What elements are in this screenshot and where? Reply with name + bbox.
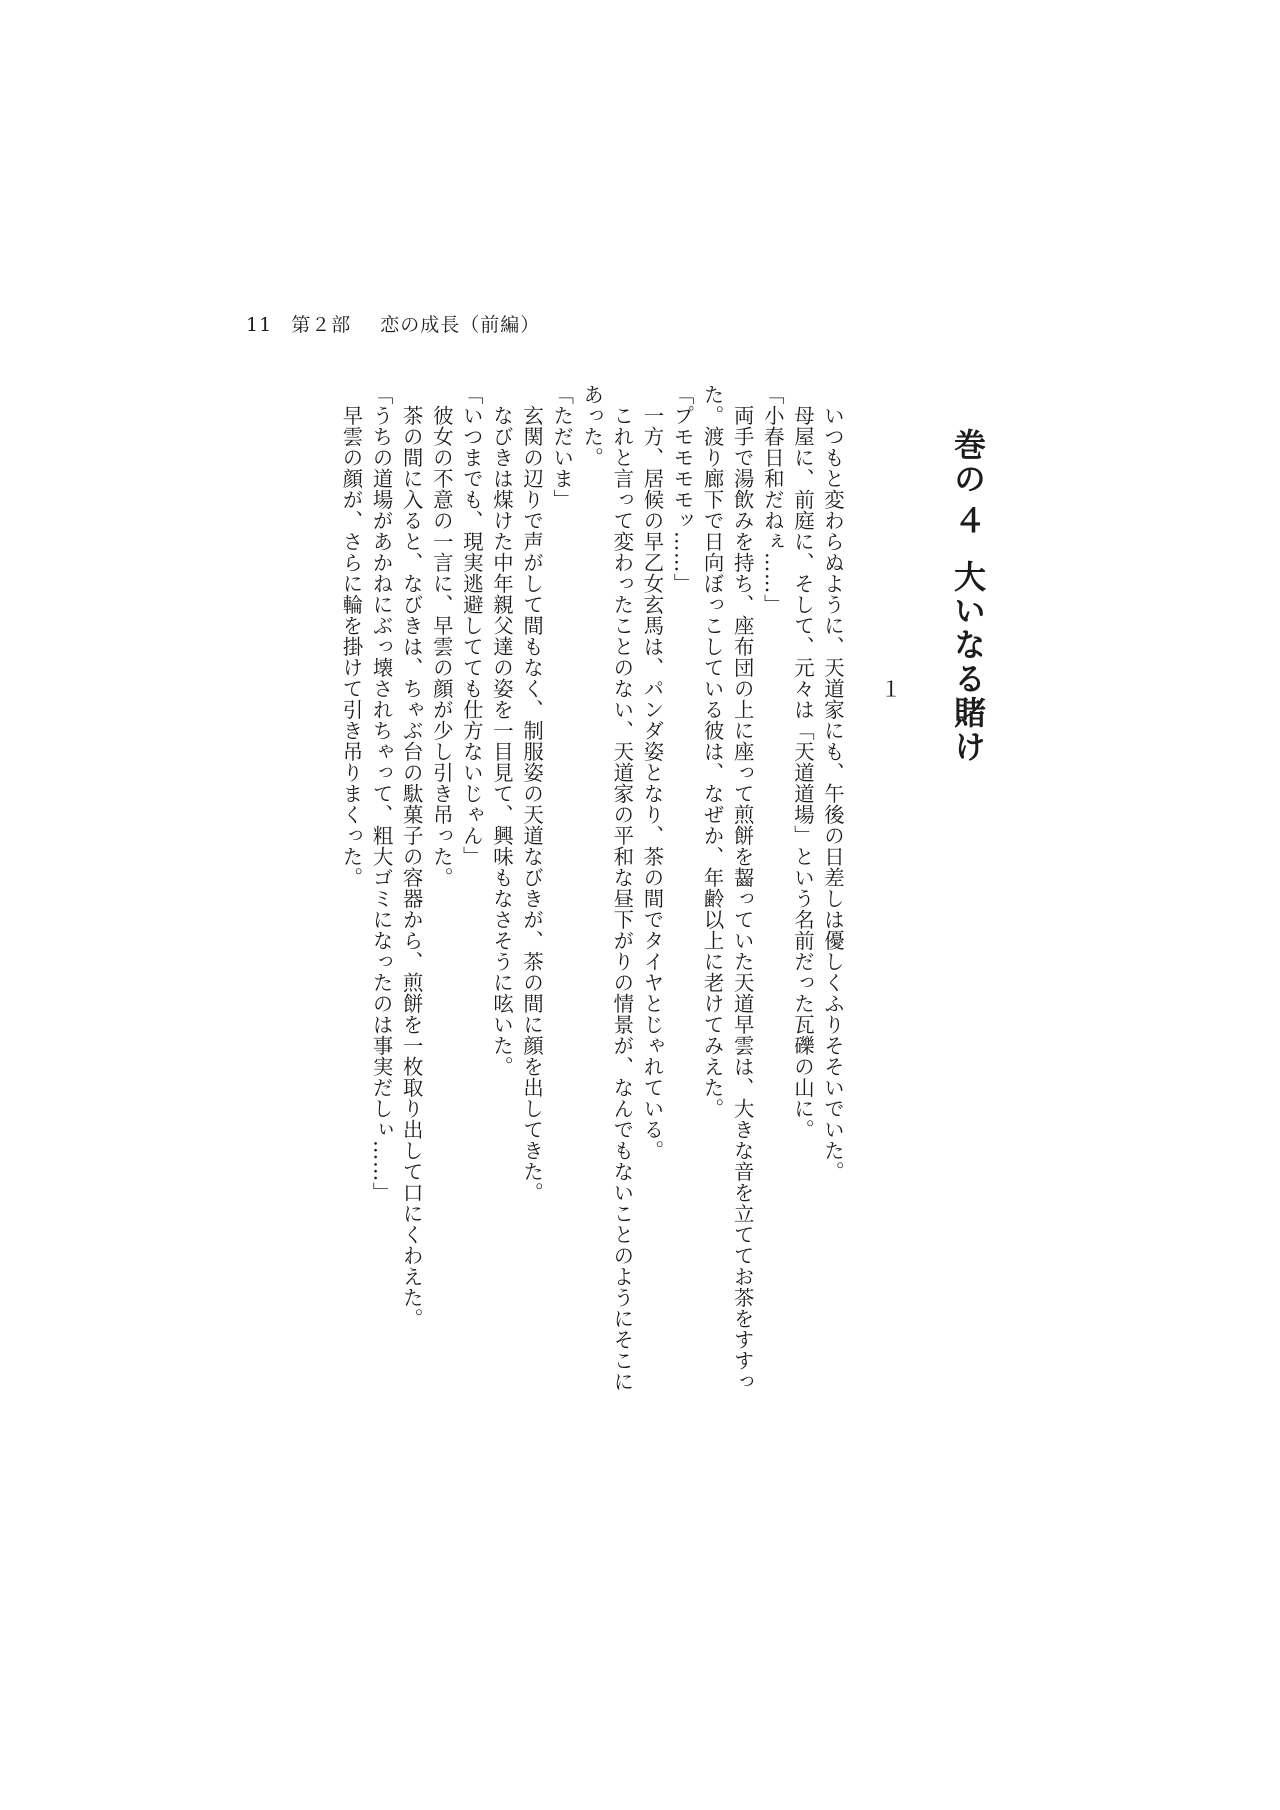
running-header	[246, 310, 540, 337]
part-label: 第２部	[291, 314, 352, 336]
paragraph: いつもと変わらぬように、天道家にも、午後の日差しは優しくふりそそいでいた。	[821, 384, 845, 1182]
paragraph: 茶の間に入ると、なびきは、ちゃぶ台の駄菓子の容器から、煎餅を一枚取り出して口にくわえた。	[399, 384, 424, 1329]
paragraph: 「プモモモモッ……」	[670, 384, 695, 594]
paragraph: 彼女の不意の一言に、早雲の顔が少し引き吊った。	[429, 384, 454, 888]
paragraph: 「小春日和だねぇ……」	[760, 384, 785, 615]
chapter-title	[949, 428, 987, 764]
chapter-number: ４	[949, 504, 987, 538]
paragraph: 「ただいま」	[550, 384, 575, 510]
page-number: 11	[246, 314, 273, 336]
paragraph: 一方、居候の早乙女玄馬は、パンダ姿となり、茶の間でタイヤとじゃれている。	[640, 384, 665, 1161]
chapter-prefix: 巻の	[949, 428, 987, 496]
paragraph: 「うちの道場があかねにぶっ壊されちゃって、粗大ゴミになったのは事実だしぃ……」	[369, 384, 394, 1203]
chapter-name: 大いなる賭け	[949, 560, 987, 764]
paragraph: 早雲の顔が、さらに輪を掛けて引き吊りまくった。	[339, 384, 364, 888]
section-number: １	[878, 678, 902, 699]
paragraph: 母屋に、前庭に、そして、元々は「天道道場」という名前だった瓦礫の山に。	[790, 384, 815, 1140]
paragraph: 両手で湯飲みを持ち、座布団の上に座って煎餅を齧っていた天道早雲は、大きな音を立ててお茶をすすった。渡り廊下で日向ぼっこしている彼は、なぜか、年齢以上に老けてみえた。	[700, 384, 755, 1392]
paragraph: 「いつまでも、現実逃避してても仕方ないじゃん」	[459, 384, 484, 867]
body-text	[238, 384, 848, 1394]
paragraph: これと言って変わったことのない、天道家の平和な昼下がりの情景が、なんでもないことのようにそこにあった。	[580, 384, 635, 1392]
paragraph: なびきは煤けた中年親父達の姿を一目見て、興味もなさそうに呟いた。	[489, 384, 514, 1077]
paragraph: 玄関の辺りで声がして間もなく、制服姿の天道なびきが、茶の間に顔を出してきた。	[520, 384, 545, 1203]
running-header-title: 恋の成長（前編）	[380, 314, 541, 336]
